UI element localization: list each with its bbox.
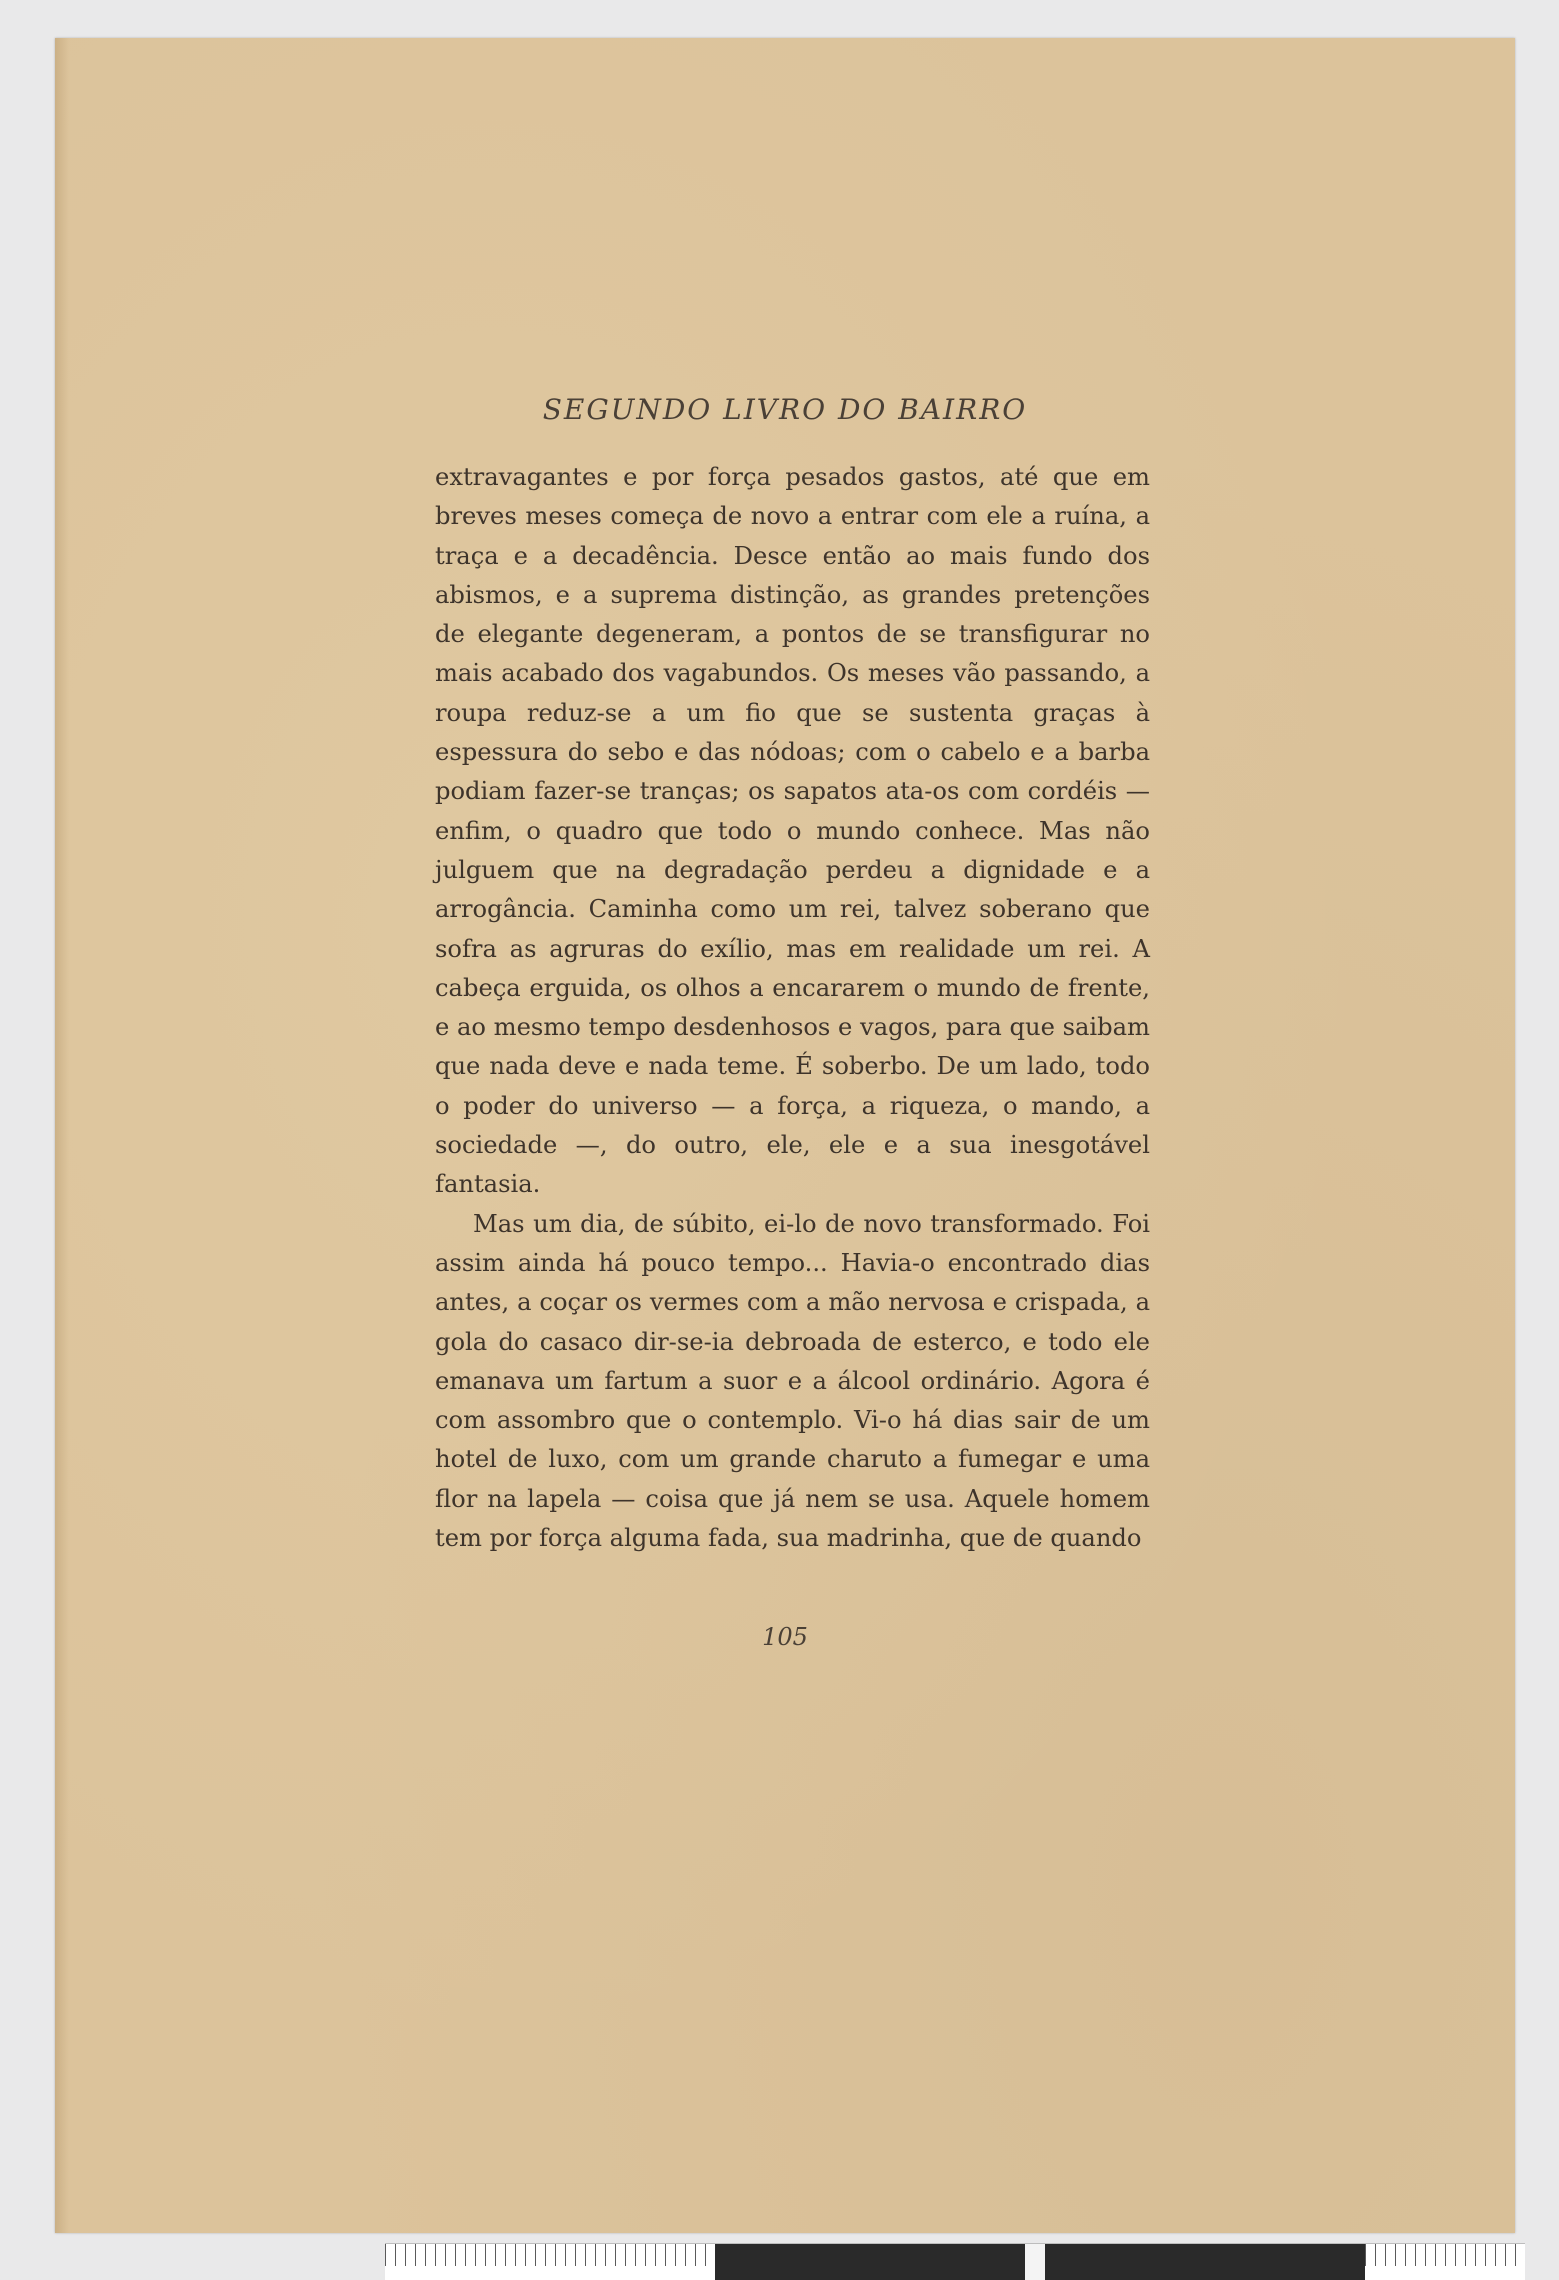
- color-bar-gap: [1025, 2244, 1045, 2280]
- page-edge-shadow: [55, 38, 69, 2233]
- color-bar-dark: [715, 2244, 1025, 2280]
- scale-ruler: [385, 2243, 1525, 2280]
- running-head: SEGUNDO LIVRO DO BAIRRO: [542, 393, 1028, 426]
- ruler-ticks: [1365, 2244, 1525, 2280]
- body-text: [435, 458, 1150, 1558]
- page-number: 105: [762, 1623, 808, 1651]
- ruler-ticks: [385, 2244, 715, 2280]
- book-page: [55, 38, 1515, 2233]
- paragraph: Mas um dia, de súbito, ei-lo de novo transformado. Foi assim ainda há pouco tempo... Havia-o encontrado dias antes, a coçar os vermes com a mão nervosa e crispada, a gola do casaco dir-se-ia debroada de esterco, e todo ele emanava um fartum a suor e a álcool ordinário. Agora é com assombro que o contemplo. Vi-o há dias sair de um hotel de luxo, com um grande charuto a fumegar e uma flor na lapela — coisa que já nem se usa. Aquele homem tem por força alguma fada, sua madrinha, que de quando: [435, 1209, 1150, 1553]
- color-bar-dark: [1045, 2244, 1365, 2280]
- paragraph-continued: extravagantes e por força pesados gastos, até que em breves meses começa de novo a entrar com ele a ruína, a traça e a decadência. Desce então ao mais fundo dos abismos, e a suprema distinção, as grandes pretenções de elegante degeneram, a pontos de se transfigurar no mais acabado dos vagabundos. Os meses vão passando, a roupa reduz-se a um fio que se sustenta graças à espessura do sebo e das nódoas; com o cabelo e a barba podiam fazer-se tranças; os sapatos ata-os com cordéis — enfim, o quadro que todo o mundo conhece. Mas não julguem que na degradação perdeu a dignidade e a arrogância. Caminha como um rei, talvez soberano que sofra as agruras do exílio, mas em realidade um rei. A cabeça erguida, os olhos a encararem o mundo de frente, e ao mesmo tempo desdenhosos e vagos, para que saibam que nada deve e nada teme. É soberbo. De um lado, todo o poder do universo — a força, a riqueza, o mando, a sociedade —, do outro, ele, ele e a sua inesgotável fantasia.: [435, 463, 1150, 1199]
